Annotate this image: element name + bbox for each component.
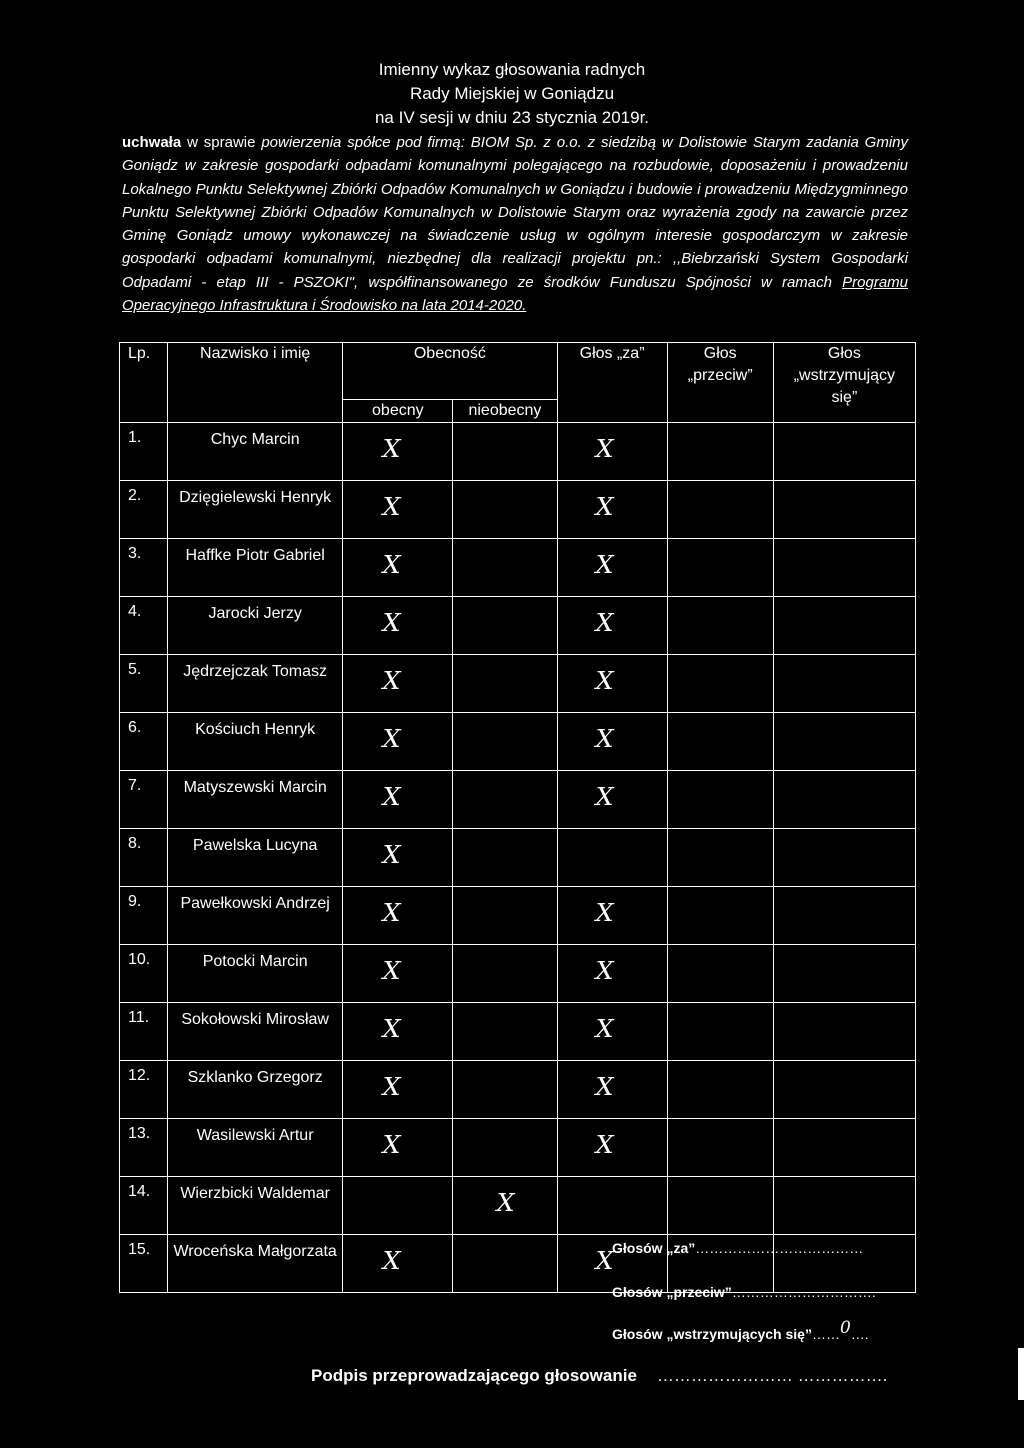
table-row bbox=[120, 1061, 916, 1119]
header-abstain-line3: się” bbox=[831, 389, 858, 406]
document-title bbox=[0, 58, 1024, 130]
councillor-name: Chyc Marcin bbox=[168, 423, 343, 481]
row-number: 6. bbox=[120, 713, 168, 771]
resolution-subject-prefix: w sprawie bbox=[187, 134, 256, 151]
cell-abstain bbox=[773, 597, 915, 655]
vote-mark-for: X bbox=[595, 725, 614, 753]
table-row bbox=[120, 887, 916, 945]
row-number: 1. bbox=[120, 423, 168, 481]
header-presence: Obecność bbox=[343, 343, 557, 400]
cell-against bbox=[667, 713, 773, 771]
cell-present bbox=[343, 945, 453, 1003]
cell-present bbox=[343, 771, 453, 829]
cell-abstain bbox=[773, 539, 915, 597]
cell-against bbox=[667, 1003, 773, 1061]
cell-abstain bbox=[773, 423, 915, 481]
cell-absent bbox=[453, 887, 557, 945]
vote-mark-present: X bbox=[382, 435, 401, 463]
cell-absent bbox=[453, 1235, 557, 1293]
vote-mark-present: X bbox=[382, 1247, 401, 1275]
row-number: 15. bbox=[120, 1235, 168, 1293]
cell-for bbox=[557, 1003, 667, 1061]
vote-mark-present: X bbox=[382, 957, 401, 985]
cell-absent bbox=[453, 1003, 557, 1061]
cell-against bbox=[667, 945, 773, 1003]
table-row bbox=[120, 829, 916, 887]
cell-absent bbox=[453, 655, 557, 713]
cell-against bbox=[667, 655, 773, 713]
vote-mark-for: X bbox=[595, 899, 614, 927]
row-number: 13. bbox=[120, 1119, 168, 1177]
cell-absent bbox=[453, 539, 557, 597]
councillor-name: Jędrzejczak Tomasz bbox=[168, 655, 343, 713]
cell-against bbox=[667, 481, 773, 539]
cell-present bbox=[343, 713, 453, 771]
table-row bbox=[120, 945, 916, 1003]
tally-for-label: Głosów „za” bbox=[612, 1240, 696, 1256]
tally-abstain-label: Głosów „wstrzymujących się” bbox=[612, 1326, 812, 1342]
cell-absent bbox=[453, 423, 557, 481]
cell-absent bbox=[453, 1061, 557, 1119]
cell-abstain bbox=[773, 713, 915, 771]
councillor-name: Potocki Marcin bbox=[168, 945, 343, 1003]
header-for: Głos „za” bbox=[557, 343, 667, 423]
vote-mark-for: X bbox=[595, 1015, 614, 1043]
scan-edge-artifact bbox=[1018, 1348, 1024, 1400]
signature-label: Podpis przeprowadzającego głosowanie bbox=[311, 1366, 637, 1385]
vote-mark-for: X bbox=[595, 1073, 614, 1101]
cell-abstain bbox=[773, 1061, 915, 1119]
row-number: 10. bbox=[120, 945, 168, 1003]
row-number: 12. bbox=[120, 1061, 168, 1119]
vote-mark-present: X bbox=[382, 551, 401, 579]
cell-absent bbox=[453, 771, 557, 829]
header-name: Nazwisko i imię bbox=[168, 343, 343, 423]
cell-present bbox=[343, 1119, 453, 1177]
cell-abstain bbox=[773, 481, 915, 539]
cell-against bbox=[667, 1177, 773, 1235]
header-against-line1: Głos bbox=[703, 345, 737, 362]
councillor-name: Haffke Piotr Gabriel bbox=[168, 539, 343, 597]
resolution-body: powierzenia spółce pod firmą: BIOM Sp. z o.o. z siedzibą w Dolistowie Starym zadania Gminy Goniądz w zakresie gospodarki odpadami komunalnymi polegającego na rozbudowie, doposażeniu i prowadzeniu Lokalnego Punktu Selektywnej Zbiórki Odpadów Komunalnych w Goniądzu i budowie i prowadzeniu Międzygminnego Punktu Selektywnej Zbiórki Odpadów Komunalnych w Dolistowie Starym oraz wyrażenia zgody na zawarcie przez Gminę Goniądz umowy wykonawczej na świadczenie usług w ogólnym interesie gospodarczym w zakresie gospodarki odpadami komunalnymi, niezbędnej dla realizacji projektu pn.: ,,Biebrzański System Gospodarki Odpadami - etap III - PSZOKI", współfinansowanego ze środków Funduszu Spójności w ramach bbox=[122, 134, 908, 291]
cell-absent bbox=[453, 1119, 557, 1177]
vote-mark-for: X bbox=[595, 609, 614, 637]
cell-for bbox=[557, 829, 667, 887]
cell-against bbox=[667, 829, 773, 887]
cell-present bbox=[343, 1177, 453, 1235]
councillor-name: Wasilewski Artur bbox=[168, 1119, 343, 1177]
cell-for bbox=[557, 887, 667, 945]
header-against-line2: „przeciw” bbox=[687, 367, 753, 384]
resolution-description bbox=[122, 131, 908, 317]
cell-for bbox=[557, 481, 667, 539]
cell-absent bbox=[453, 597, 557, 655]
vote-mark-for: X bbox=[595, 435, 614, 463]
vote-mark-for: X bbox=[595, 493, 614, 521]
vote-mark-absent: X bbox=[496, 1189, 515, 1217]
cell-for bbox=[557, 945, 667, 1003]
tally-for bbox=[612, 1240, 863, 1256]
signature-dots: …………………… ……………. bbox=[656, 1366, 888, 1385]
councillor-name: Wierzbicki Waldemar bbox=[168, 1177, 343, 1235]
tally-abstain-dots-2: …. bbox=[850, 1326, 869, 1342]
cell-absent bbox=[453, 481, 557, 539]
tally-abstain-value: 0 bbox=[839, 1318, 851, 1338]
vote-mark-present: X bbox=[382, 725, 401, 753]
table-row bbox=[120, 597, 916, 655]
councillor-name: Pawelska Lucyna bbox=[168, 829, 343, 887]
resolution-program: Programu Operacyjnego Infrastruktura i Środowisko na lata 2014-2020. bbox=[122, 273, 908, 315]
tally-against-dots: …………………………. bbox=[731, 1284, 876, 1300]
vote-mark-for: X bbox=[595, 667, 614, 695]
cell-abstain bbox=[773, 1003, 915, 1061]
row-number: 5. bbox=[120, 655, 168, 713]
councillor-name: Sokołowski Mirosław bbox=[168, 1003, 343, 1061]
councillor-name: Szklanko Grzegorz bbox=[168, 1061, 343, 1119]
cell-abstain bbox=[773, 945, 915, 1003]
vote-mark-present: X bbox=[382, 899, 401, 927]
cell-abstain bbox=[773, 1177, 915, 1235]
cell-abstain bbox=[773, 771, 915, 829]
councillor-name: Matyszewski Marcin bbox=[168, 771, 343, 829]
cell-absent bbox=[453, 829, 557, 887]
cell-against bbox=[667, 1119, 773, 1177]
cell-present bbox=[343, 1061, 453, 1119]
header-lp: Lp. bbox=[120, 343, 168, 423]
cell-present bbox=[343, 829, 453, 887]
signature-line bbox=[311, 1366, 887, 1386]
cell-for bbox=[557, 1119, 667, 1177]
voting-table bbox=[119, 342, 916, 1293]
vote-mark-present: X bbox=[382, 667, 401, 695]
cell-absent bbox=[453, 713, 557, 771]
cell-abstain bbox=[773, 829, 915, 887]
header-present: obecny bbox=[343, 400, 453, 423]
vote-mark-for: X bbox=[595, 551, 614, 579]
cell-for bbox=[557, 539, 667, 597]
vote-mark-for: X bbox=[595, 1247, 614, 1275]
vote-mark-for: X bbox=[595, 783, 614, 811]
cell-against bbox=[667, 423, 773, 481]
cell-against bbox=[667, 887, 773, 945]
header-abstain bbox=[773, 343, 915, 423]
councillor-name: Pawełkowski Andrzej bbox=[168, 887, 343, 945]
vote-mark-present: X bbox=[382, 493, 401, 521]
councillor-name: Dzięgielewski Henryk bbox=[168, 481, 343, 539]
row-number: 7. bbox=[120, 771, 168, 829]
header-absent: nieobecny bbox=[453, 400, 557, 423]
cell-present bbox=[343, 597, 453, 655]
cell-absent bbox=[453, 945, 557, 1003]
cell-present bbox=[343, 655, 453, 713]
title-line-1: Imienny wykaz głosowania radnych bbox=[378, 60, 646, 79]
header-against bbox=[667, 343, 773, 423]
row-number: 14. bbox=[120, 1177, 168, 1235]
cell-present bbox=[343, 1003, 453, 1061]
cell-for bbox=[557, 597, 667, 655]
row-number: 3. bbox=[120, 539, 168, 597]
table-row bbox=[120, 771, 916, 829]
cell-for bbox=[557, 655, 667, 713]
resolution-lead: uchwała bbox=[122, 134, 182, 151]
row-number: 4. bbox=[120, 597, 168, 655]
cell-abstain bbox=[773, 887, 915, 945]
tally-abstain-dots: …… bbox=[811, 1326, 840, 1342]
vote-mark-present: X bbox=[382, 841, 401, 869]
title-line-3: na IV sesji w dniu 23 stycznia 2019r. bbox=[374, 108, 650, 127]
tally-abstain bbox=[612, 1318, 869, 1344]
cell-present bbox=[343, 481, 453, 539]
vote-mark-for: X bbox=[595, 957, 614, 985]
cell-for bbox=[557, 713, 667, 771]
cell-for bbox=[557, 1061, 667, 1119]
table-row bbox=[120, 1119, 916, 1177]
cell-against bbox=[667, 1061, 773, 1119]
cell-present bbox=[343, 539, 453, 597]
table-row bbox=[120, 423, 916, 481]
vote-mark-present: X bbox=[382, 783, 401, 811]
header-abstain-line2: „wstrzymujący bbox=[793, 367, 896, 384]
councillor-name: Kościuch Henryk bbox=[168, 713, 343, 771]
vote-mark-present: X bbox=[382, 1073, 401, 1101]
cell-against bbox=[667, 539, 773, 597]
title-line-2: Rady Miejskiej w Goniądzu bbox=[409, 84, 615, 103]
row-number: 11. bbox=[120, 1003, 168, 1061]
cell-abstain bbox=[773, 1119, 915, 1177]
voting-rows bbox=[120, 423, 916, 1293]
row-number: 8. bbox=[120, 829, 168, 887]
vote-mark-present: X bbox=[382, 609, 401, 637]
table-row bbox=[120, 539, 916, 597]
cell-present bbox=[343, 423, 453, 481]
table-row bbox=[120, 1177, 916, 1235]
tally-against-label: Głosów „przeciw” bbox=[612, 1284, 732, 1300]
tally-against bbox=[612, 1284, 876, 1300]
cell-against bbox=[667, 597, 773, 655]
cell-for bbox=[557, 771, 667, 829]
row-number: 9. bbox=[120, 887, 168, 945]
table-row bbox=[120, 481, 916, 539]
cell-against bbox=[667, 771, 773, 829]
table-row bbox=[120, 713, 916, 771]
table-row bbox=[120, 1003, 916, 1061]
table-row bbox=[120, 655, 916, 713]
councillor-name: Wroceńska Małgorzata bbox=[168, 1235, 343, 1293]
vote-mark-present: X bbox=[382, 1015, 401, 1043]
cell-present bbox=[343, 887, 453, 945]
vote-mark-for: X bbox=[595, 1131, 614, 1159]
cell-abstain bbox=[773, 655, 915, 713]
cell-present bbox=[343, 1235, 453, 1293]
row-number: 2. bbox=[120, 481, 168, 539]
cell-absent bbox=[453, 1177, 557, 1235]
cell-for bbox=[557, 423, 667, 481]
cell-for bbox=[557, 1177, 667, 1235]
tally-for-dots: ……………………………… bbox=[695, 1240, 864, 1256]
vote-mark-present: X bbox=[382, 1131, 401, 1159]
councillor-name: Jarocki Jerzy bbox=[168, 597, 343, 655]
header-abstain-line1: Głos bbox=[827, 345, 861, 362]
